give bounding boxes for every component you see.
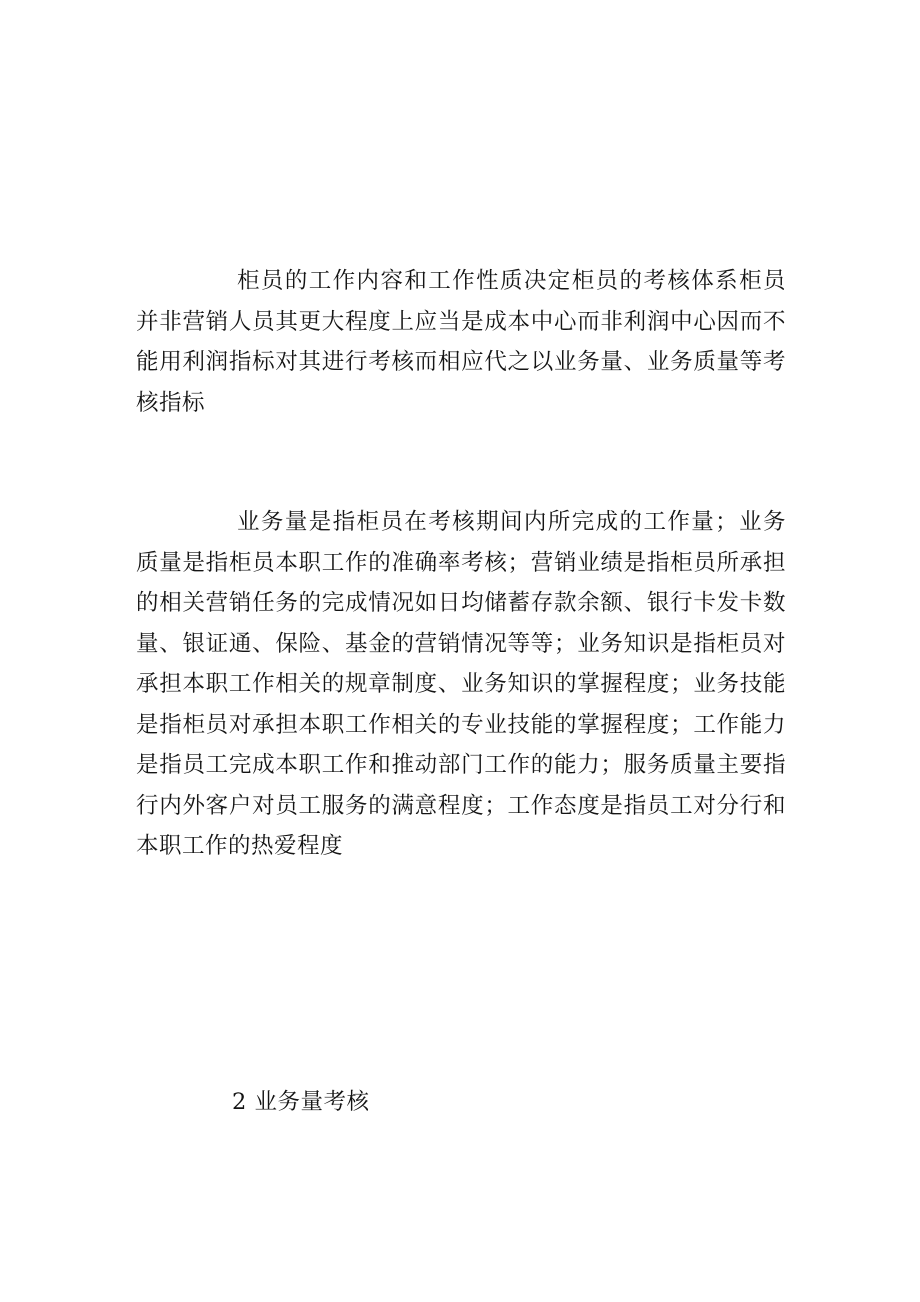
body-paragraph-1: 柜员的工作内容和工作性质决定柜员的考核体系柜员并非营销人员其更大程度上应当是成本中心而非利润中心因而不能用利润指标对其进行考核而相应代之以业务量、业务质量等考核指标: [136, 268, 786, 416]
body-paragraph-2: 业务量是指柜员在考核期间内所完成的工作量；业务质量是指柜员本职工作的准确率考核；营销业绩是指柜员所承担的相关营销任务的完成情况如日均储蓄存款余额、银行卡发卡数量、银证通、保险、基金的营销情况等等；业务知识是指柜员对承担本职工作相关的规章制度、业务知识的掌握程度；业务技能是指柜员对承担本职工作相关的专业技能的掌握程度；工作能力是指员工完成本职工作和推动部门工作的能力；服务质量主要指行内外客户对员工服务的满意程度；工作态度是指员工对分行和本职工作的热爱程度: [136, 509, 786, 859]
section-heading: 2 业务量考核: [232, 1089, 370, 1115]
